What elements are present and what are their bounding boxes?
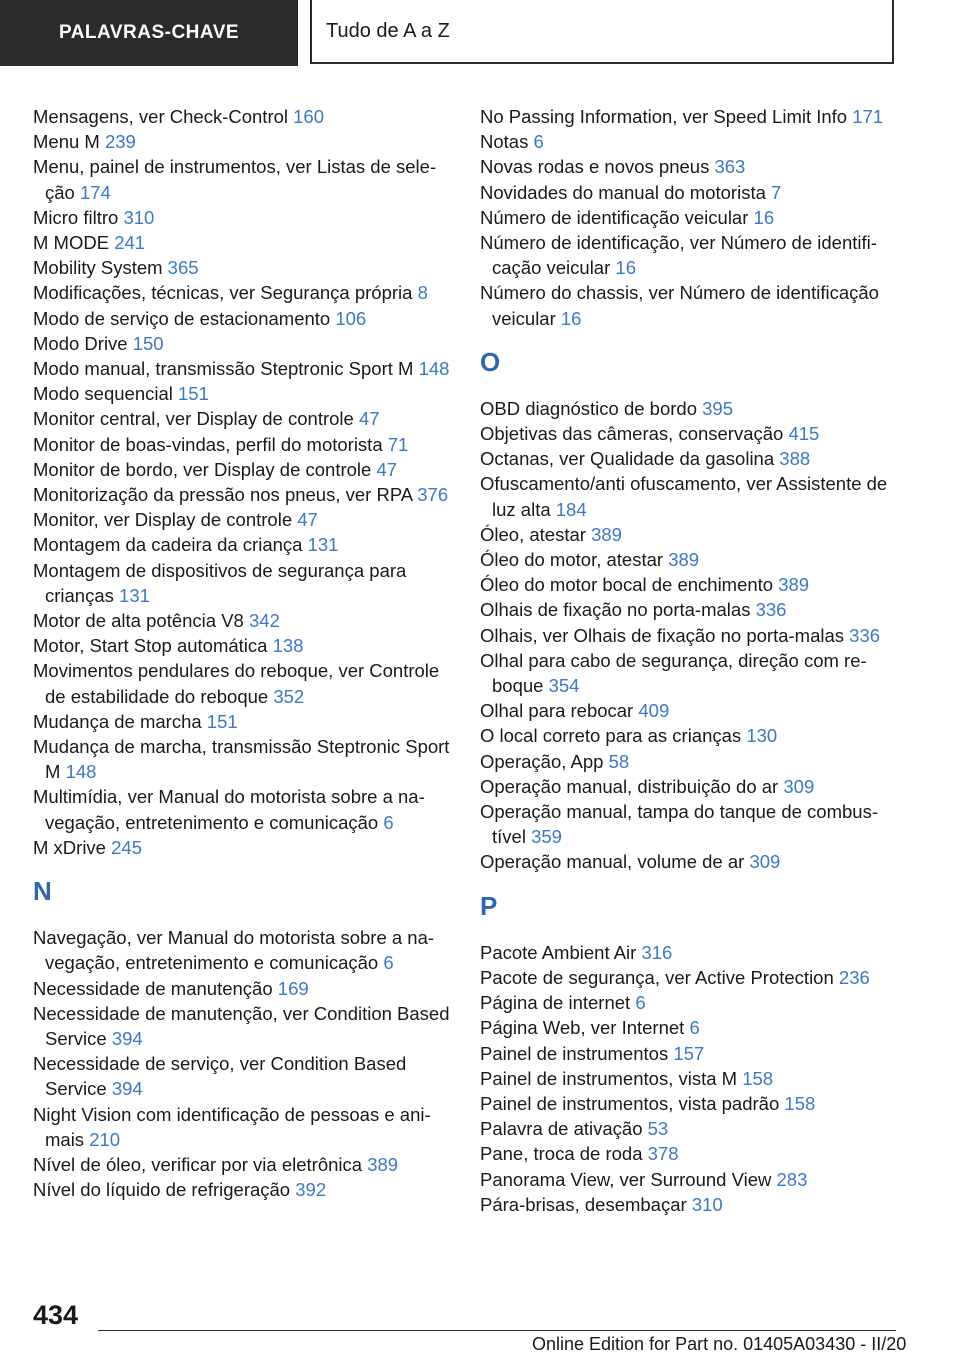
index-entry [33, 784, 453, 834]
page-reference-link[interactable]: 316 [641, 941, 673, 963]
index-entry-text: Necessidade de serviço, ver Condition Based Service [33, 1053, 407, 1100]
index-entry-text: Óleo do motor bocal de enchimento [480, 574, 774, 596]
page-reference-link[interactable]: 158 [784, 1092, 816, 1114]
page-reference-link[interactable]: 131 [119, 584, 150, 606]
page-reference-link[interactable]: 8 [417, 282, 428, 304]
index-entry [33, 230, 453, 255]
index-entry [33, 532, 453, 557]
index-entry-text: Montagem de dispositivos de segurança para crianças [33, 559, 407, 606]
index-entry [480, 104, 900, 129]
index-entry [480, 522, 900, 547]
index-entry-text: Número do chassis, ver Número de identificação veicular [480, 282, 879, 329]
page-reference-link[interactable]: 71 [387, 433, 409, 455]
page-reference-link[interactable]: 106 [335, 307, 367, 329]
index-entry [33, 507, 453, 532]
index-column-right [480, 104, 900, 1217]
index-entry-text: Menu M [33, 131, 100, 153]
index-entry-text: Motor de alta potência V8 [33, 610, 244, 632]
page-reference-link[interactable]: 409 [638, 700, 670, 722]
page-reference-link[interactable]: 150 [132, 332, 164, 354]
index-entry [480, 799, 900, 849]
index-entry-text: Necessidade de manutenção, ver Condition Based Service [33, 1002, 450, 1049]
index-entry-text: Operação manual, distribuição do ar [480, 775, 779, 797]
index-entry-text: Painel de instrumentos, vista M [480, 1067, 738, 1089]
index-entry-text: Operação manual, volume de ar [480, 851, 745, 873]
index-letter-heading: O [480, 346, 501, 377]
index-entry [480, 597, 900, 622]
index-entry-text: Modo de serviço de estacionamento [33, 307, 331, 329]
index-entry [33, 381, 453, 406]
index-entry [480, 723, 900, 748]
page-reference-link[interactable]: 388 [779, 448, 811, 470]
index-entry [480, 1192, 900, 1217]
index-entry-text: Palavra de ativação [480, 1118, 643, 1140]
index-entry [33, 104, 453, 129]
page-reference-link[interactable]: 16 [615, 257, 636, 279]
page-reference-link[interactable]: 169 [277, 977, 309, 999]
index-entry-text: Ofuscamento/anti ofuscamento, ver Assistente de luz alta [480, 473, 888, 520]
page-reference-link[interactable]: 7 [771, 181, 782, 203]
index-entry [480, 180, 900, 205]
page-reference-link[interactable]: 365 [167, 257, 199, 279]
index-entry-text: Nível do líquido de refrigeração [33, 1179, 291, 1201]
index-entry-text: Modo manual, transmissão Steptronic Sport M [33, 358, 414, 380]
index-entry [480, 965, 900, 990]
index-entry-text: Página Web, ver Internet [480, 1017, 685, 1039]
index-entry [480, 446, 900, 471]
index-entry [33, 154, 453, 204]
index-entry [33, 255, 453, 280]
index-entry [33, 835, 453, 860]
page-reference-link[interactable]: 6 [383, 952, 394, 974]
index-entry [480, 129, 900, 154]
index-entry [33, 129, 453, 154]
index-entry-text: Pacote de segurança, ver Active Protection [480, 966, 834, 988]
index-entry-text: Octanas, ver Qualidade da gasolina [480, 448, 775, 470]
index-entry [480, 471, 900, 521]
page-reference-link[interactable]: 394 [111, 1027, 143, 1049]
index-entry [480, 205, 900, 230]
index-entry-text: Monitor de boas-vindas, perfil do motorista [33, 433, 383, 455]
index-entry [33, 1051, 453, 1101]
index-entry-text: Operação, App [480, 750, 604, 772]
index-entry [33, 1102, 453, 1152]
index-entry [480, 1066, 900, 1091]
page-reference-link[interactable]: 236 [838, 966, 870, 988]
index-entry [33, 1177, 453, 1202]
index-entry-text: Motor, Start Stop automática [33, 635, 268, 657]
index-entry [480, 1167, 900, 1192]
index-entry [33, 432, 453, 457]
index-entry-text: Monitorização da pressão nos pneus, ver RPA [33, 484, 413, 506]
index-entry [480, 1116, 900, 1141]
index-letter-heading: P [480, 890, 498, 921]
page-reference-link[interactable]: 309 [783, 775, 815, 797]
index-entry-text: Pacote Ambient Air [480, 941, 637, 963]
index-entry-text: Painel de instrumentos [480, 1042, 669, 1064]
index-entry [480, 849, 900, 874]
index-entry-text: Necessidade de manutenção [33, 977, 273, 999]
page-reference-link[interactable]: 389 [591, 523, 622, 545]
index-entry-text: Olhais de fixação no porta-malas [480, 599, 751, 621]
index-entry [480, 1041, 900, 1066]
page-reference-link[interactable]: 239 [104, 131, 136, 153]
page-reference-link[interactable]: 171 [852, 106, 884, 127]
page-reference-link[interactable]: 245 [111, 836, 142, 858]
page-reference-link[interactable]: 283 [776, 1168, 808, 1190]
page-reference-link[interactable]: 47 [297, 509, 318, 531]
index-entry [480, 698, 900, 723]
page-reference-link[interactable]: 354 [548, 675, 580, 697]
page-reference-link[interactable]: 16 [753, 206, 775, 228]
page-reference-link[interactable]: 352 [273, 685, 305, 707]
page-reference-link[interactable]: 342 [248, 610, 280, 632]
index-entry [33, 280, 453, 305]
index-entry-text: Multimídia, ver Manual do motorista sobre a navegação, entretenimento e comunicação [33, 786, 425, 833]
index-entry-text: Óleo, atestar [480, 523, 586, 545]
index-entry-text: Monitor, ver Display de controle [33, 509, 293, 531]
index-entry-text: Olhal para rebocar [480, 700, 634, 722]
index-entry-text: Modificações, técnicas, ver Segurança própria [33, 282, 413, 304]
index-entry-text: Pane, troca de roda [480, 1143, 643, 1165]
index-entry [480, 396, 900, 421]
page-reference-link[interactable]: 148 [65, 761, 97, 783]
page-reference-link[interactable]: 58 [608, 750, 630, 772]
index-entry-text: Movimentos pendulares do reboque, ver Controle de estabilidade do reboque [33, 660, 440, 707]
index-entry [33, 608, 453, 633]
page-reference-link[interactable]: 389 [668, 549, 700, 571]
page-reference-link[interactable]: 174 [79, 181, 111, 203]
index-entry [33, 306, 453, 331]
index-entry [33, 1001, 453, 1051]
index-entry-text: M MODE [33, 232, 110, 254]
page-reference-link[interactable]: 184 [555, 498, 587, 520]
index-entry [33, 633, 453, 658]
index-entry [33, 658, 453, 708]
page-reference-link[interactable]: 241 [114, 232, 146, 254]
page-reference-link[interactable]: 363 [714, 156, 746, 178]
page-reference-link[interactable]: 157 [673, 1042, 705, 1064]
index-column-left [33, 104, 453, 1202]
page-reference-link[interactable]: 310 [123, 206, 155, 228]
page-reference-link[interactable]: 6 [383, 811, 394, 833]
index-entry-text: Novidades do manual do motorista [480, 181, 766, 203]
page-reference-link[interactable]: 394 [111, 1078, 143, 1100]
index-entry-text: Mobility System [33, 257, 163, 279]
page-reference-link[interactable]: 415 [788, 423, 820, 445]
page-reference-link[interactable]: 47 [358, 408, 380, 430]
index-entry-text: Olhais, ver Olhais de fixação no porta-malas [480, 624, 845, 646]
index-entry [33, 356, 453, 381]
page-reference-link[interactable]: 359 [531, 826, 562, 848]
index-entry [480, 280, 900, 330]
index-entry [480, 154, 900, 179]
index-entry [480, 940, 900, 965]
page-reference-link[interactable]: 47 [376, 458, 398, 480]
page-header [0, 0, 960, 66]
page-reference-link[interactable]: 309 [749, 851, 781, 873]
index-entry [33, 925, 453, 975]
page-reference-link[interactable]: 392 [295, 1179, 327, 1201]
page-reference-link[interactable]: 138 [272, 635, 304, 657]
index-entry-text: Número de identificação veicular [480, 206, 749, 228]
index-entry-text: Mudança de marcha, transmissão Steptronic Sport M [33, 736, 450, 783]
footer-divider [98, 1330, 896, 1331]
index-entry-text: Página de internet [480, 992, 631, 1014]
page-reference-link[interactable]: 6 [689, 1017, 700, 1039]
footer-edition: Online Edition for Part no. 01405A03430 - II/20 [532, 1334, 907, 1354]
index-entry [480, 572, 900, 597]
index-entry-text: M xDrive [33, 836, 106, 858]
index-entry [33, 976, 453, 1001]
page-reference-link[interactable]: 151 [206, 710, 238, 732]
index-entry-text: Modo Drive [33, 332, 128, 354]
index-entry [480, 230, 900, 280]
page-reference-link[interactable]: 336 [755, 599, 787, 621]
index-entry [480, 1141, 900, 1166]
page-reference-link[interactable]: 389 [367, 1153, 399, 1175]
page-reference-link[interactable]: 53 [647, 1118, 669, 1140]
index-entry [33, 734, 453, 784]
page-reference-link[interactable]: 376 [417, 484, 449, 506]
index-entry-text: Pára-brisas, desembaçar [480, 1193, 687, 1215]
page-reference-link[interactable]: 151 [178, 383, 209, 405]
index-entry [33, 457, 453, 482]
index-entry [480, 990, 900, 1015]
index-entry-text: Menu, painel de instrumentos, ver Listas de seleção [33, 156, 437, 203]
index-entry [33, 482, 453, 507]
page-reference-link[interactable]: 6 [635, 992, 646, 1014]
page-reference-link[interactable]: 210 [89, 1128, 121, 1150]
page-reference-link[interactable]: 158 [742, 1067, 774, 1089]
index-entry [33, 406, 453, 431]
index-entry [480, 1091, 900, 1116]
index-entry [480, 648, 900, 698]
index-entry-text: Monitor central, ver Display de controle [33, 408, 354, 430]
index-entry-text: Objetivas das câmeras, conservação [480, 423, 784, 445]
page-reference-link[interactable]: 395 [702, 397, 734, 419]
index-entry-text: Notas [480, 131, 529, 153]
index-entry [33, 1152, 453, 1177]
index-entry-text: Montagem da cadeira da criança [33, 534, 303, 556]
page-reference-link[interactable]: 160 [293, 106, 325, 127]
index-entry-text: Olhal para cabo de segurança, direção com reboque [480, 649, 867, 697]
index-entry-text: Mensagens, ver Check-Control [33, 106, 288, 127]
index-entry [33, 331, 453, 356]
page-reference-link[interactable]: 16 [560, 307, 582, 329]
page-reference-link[interactable]: 130 [746, 725, 778, 747]
page-reference-link[interactable]: 389 [778, 574, 810, 596]
index-entry-text: O local correto para as crianças [480, 725, 742, 747]
index-letter-heading: N [33, 876, 52, 907]
index-entry-text: Panorama View, ver Surround View [480, 1168, 772, 1190]
index-entry [33, 205, 453, 230]
page-reference-link[interactable]: 310 [691, 1193, 723, 1215]
index-entry-text: OBD diagnóstico de bordo [480, 397, 697, 419]
index-entry [480, 421, 900, 446]
page-number: 434 [33, 1300, 79, 1330]
page-reference-link[interactable]: 336 [849, 624, 881, 646]
index-entry-text: Night Vision com identificação de pessoas e animais [33, 1103, 431, 1150]
index-entry [33, 709, 453, 734]
index-entry [480, 547, 900, 572]
index-entry [480, 749, 900, 774]
index-entry-text: Novas rodas e novos pneus [480, 156, 710, 178]
index-entry-text: Nível de óleo, verificar por via eletrônica [33, 1153, 363, 1175]
index-entry-text: No Passing Information, ver Speed Limit Info [480, 106, 848, 127]
index-entry-text: Óleo do motor, atestar [480, 549, 664, 571]
index-entry [480, 1015, 900, 1040]
index-entry-text: Operação manual, tampa do tanque de combustível [480, 801, 879, 848]
section-title: Tudo de A a Z [310, 0, 894, 64]
index-entry-text: Modo sequencial [33, 383, 173, 405]
page-reference-link[interactable]: 148 [418, 358, 450, 380]
index-entry [480, 774, 900, 799]
page-reference-link[interactable]: 6 [533, 131, 544, 153]
index-entry-text: Número de identificação, ver Número de identificação veicular [480, 232, 877, 279]
index-entry-text: Mudança de marcha [33, 710, 202, 732]
index-entry-text: Monitor de bordo, ver Display de controle [33, 458, 372, 480]
index-entry-text: Painel de instrumentos, vista padrão [480, 1092, 780, 1114]
section-tab: PALAVRAS-CHAVE [0, 0, 298, 66]
page-reference-link[interactable]: 131 [307, 534, 339, 556]
page-reference-link[interactable]: 378 [647, 1143, 679, 1165]
index-entry-text: Navegação, ver Manual do motorista sobre a navegação, entretenimento e comunicação [33, 927, 435, 974]
index-entry-text: Micro filtro [33, 206, 119, 228]
index-entry [33, 558, 453, 608]
index-entry [480, 623, 900, 648]
